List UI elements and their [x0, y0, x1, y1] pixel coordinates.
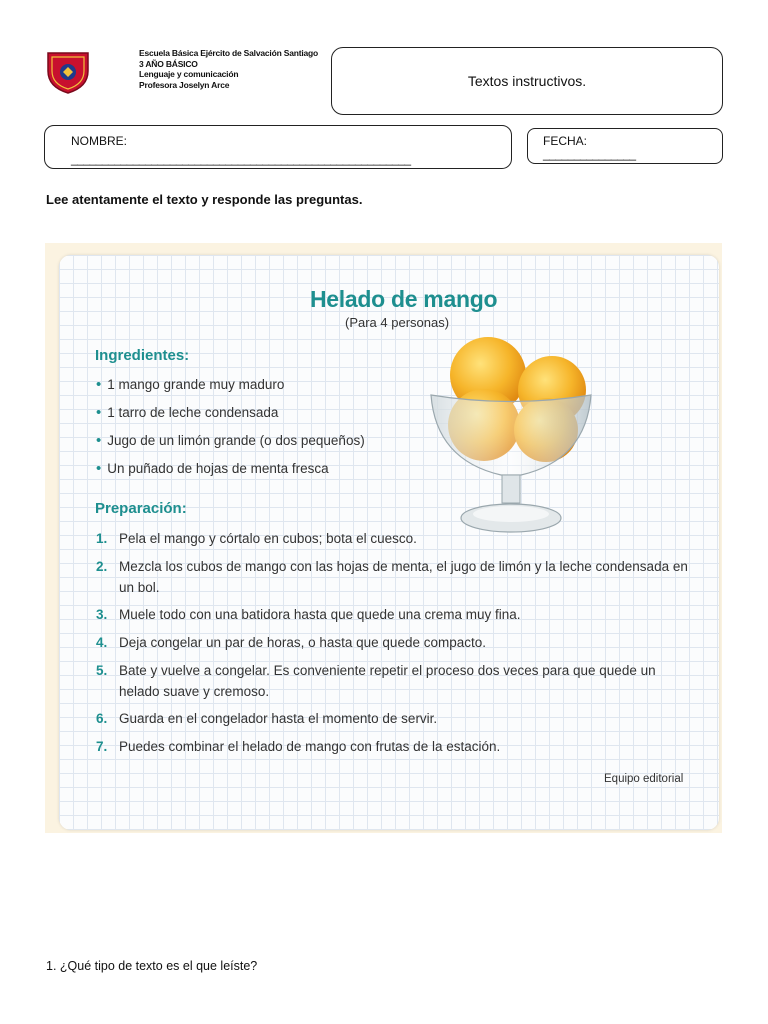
name-blank-line[interactable]: _______________________________________________________: [71, 152, 411, 166]
bullet-icon: •: [96, 376, 102, 393]
step-number: 4.: [96, 635, 108, 650]
topic-box: [331, 47, 723, 115]
step-text: Mezcla los cubos de mango con las hojas de menta, el jugo de limón y la leche condensada en un bol.: [119, 559, 688, 595]
name-label: NOMBRE:: [71, 134, 128, 148]
ingredient-text: Jugo de un limón grande (o dos pequeños): [107, 433, 365, 448]
name-field-box[interactable]: [44, 125, 512, 169]
step-text: Deja congelar un par de horas, o hasta que quede compacto.: [119, 635, 486, 650]
recipe-title: Helado de mango: [310, 286, 498, 312]
ingredient-item: [96, 432, 365, 449]
step-item: [96, 708, 696, 729]
step-item: [96, 632, 696, 653]
school-info: [139, 48, 318, 90]
ingredient-item: [96, 460, 329, 477]
ingredient-item: [96, 404, 278, 421]
step-number: 6.: [96, 711, 108, 726]
step-item: [96, 736, 696, 757]
step-number: 2.: [96, 559, 108, 574]
step-number: 3.: [96, 607, 108, 622]
ingredients-heading: Ingredientes:: [95, 347, 190, 364]
step-number: 7.: [96, 739, 108, 754]
recipe-subtitle: (Para 4 personas): [345, 315, 450, 330]
mango-ice-cream-bowl-image: [426, 330, 596, 540]
school-logo-shield-icon: [44, 47, 92, 95]
step-text: Bate y vuelve a congelar. Es conveniente repetir el proceso dos veces para que quede un helado suave y cremoso.: [119, 663, 656, 699]
date-blank-line[interactable]: _______________: [543, 147, 636, 161]
date-label: FECHA:: [543, 134, 588, 148]
step-text: Muele todo con una batidora hasta que quede una crema muy fina.: [119, 607, 521, 622]
question-1: 1. ¿Qué tipo de texto es el que leíste?: [46, 959, 258, 973]
ingredient-item: [96, 376, 284, 393]
topic-title: Textos instructivos.: [467, 73, 587, 89]
step-number: 1.: [96, 531, 108, 546]
step-item: [96, 528, 696, 549]
step-item: [96, 660, 696, 702]
step-text: Pela el mango y córtalo en cubos; bota el cuesco.: [119, 531, 417, 546]
ingredient-text: Un puñado de hojas de menta fresca: [107, 461, 329, 476]
school-name: Escuela Básica Ejército de Salvación Santiago: [139, 48, 319, 58]
step-text: Puedes combinar el helado de mango con frutas de la estación.: [119, 739, 501, 754]
bullet-icon: •: [96, 460, 102, 477]
bullet-icon: •: [96, 404, 102, 421]
ingredient-text: 1 tarro de leche condensada: [107, 405, 279, 420]
ingredient-text: 1 mango grande muy maduro: [107, 377, 285, 392]
bullet-icon: •: [96, 432, 102, 449]
date-field-box[interactable]: [527, 128, 723, 164]
step-item: [96, 604, 696, 625]
recipe-author: Equipo editorial: [604, 773, 684, 785]
step-item: [96, 556, 696, 598]
step-text: Guarda en el congelador hasta el momento de servir.: [119, 711, 438, 726]
subject: Lenguaje y comunicación: [139, 69, 239, 79]
teacher: Profesora Joselyn Arce: [139, 79, 230, 90]
step-number: 5.: [96, 663, 108, 678]
instruction-text: Lee atentamente el texto y responde las preguntas.: [46, 192, 363, 207]
preparation-heading: Preparación:: [95, 500, 187, 517]
grade: 3 AÑO BÁSICO: [139, 58, 198, 69]
